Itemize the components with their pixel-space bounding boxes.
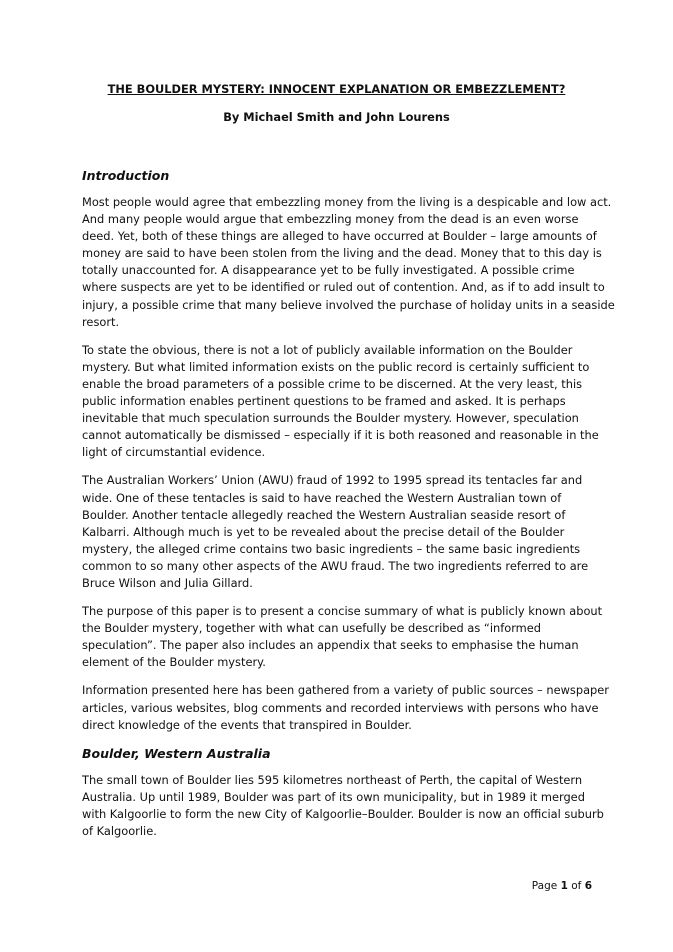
text-line: The Australian Workers’ Union (AWU) fraud of 1992 to 1995 spread its tentacles far and [82,473,583,488]
of-label: of [571,880,582,892]
text-line: The purpose of this paper is to present a concise summary of what is publicly known about [82,604,603,619]
text-line: wide. One of these tentacles is said to have reached the Western Australian town of [82,490,562,505]
paragraph [82,472,590,592]
text-line: The small town of Boulder lies 595 kilometres northeast of Perth, the capital of Western [82,772,583,787]
text-line: Boulder. Another tentacle allegedly reached the Western Australian seaside resort of [82,507,566,522]
text-line: money are said to have been stolen from the living and the dead. Money that to this day is [82,246,602,261]
page-current: 1 [560,880,568,892]
paragraph [82,194,615,331]
section-heading: Introduction [82,168,170,183]
text-line: direct knowledge of the events that transpired in Boulder. [82,717,412,732]
text-line: where suspects are yet to be identified or ruled out of contention. And, as if to add insult to [82,280,605,295]
text-line: element of the Boulder mystery. [82,655,266,670]
text-line: resort. [82,314,120,329]
paragraph [82,603,603,671]
page-total: 6 [584,880,592,892]
section-heading: Boulder, Western Australia [82,745,271,761]
text-line: common to so many other aspects of the AWU fraud. The two ingredients referred to are [82,558,589,573]
paragraph [82,772,604,840]
text-line: of Kalgoorlie. [82,824,157,838]
section-introduction [82,167,615,734]
text-line: injury, a possible crime that many believe involved the purchase of holiday units in a seaside [82,297,615,312]
text-line: Bruce Wilson and Julia Gillard. [82,575,253,590]
text-line: the Boulder mystery, together with what can usefully be described as “informed [82,621,542,636]
paragraph [82,342,599,462]
text-line: cannot automatically be dismissed – especially if it is both reasoned and reasonable in the [82,428,599,443]
section-boulder-western-australia [82,745,604,840]
text-line: Australia. Up until 1989, Boulder was part of its own municipality, but in 1989 it merged [82,789,585,804]
document-body [82,167,615,851]
text-line: inevitable that much speculation surrounds the Boulder mystery. However, speculation [82,411,579,426]
text-line: speculation”. The paper also includes an appendix that seeks to emphasise the human [82,638,579,653]
text-line: Most people would agree that embezzling money from the living is a despicable and low act. [82,195,612,209]
page-label: Page [531,880,558,892]
text-line: light of circumstantial evidence. [82,445,266,460]
document-title: THE BOULDER MYSTERY: INNOCENT EXPLANATION OR EMBEZZLEMENT? [107,82,566,96]
text-line: public information enables pertinent questions to be framed and asked. It is perhaps [82,394,566,409]
text-line: mystery, the alleged crime contains two basic ingredients – the same basic ingredients [82,541,581,556]
text-line: totally unaccounted for. A disappearance yet to be fully investigated. A possible crime [82,263,575,278]
text-line: mystery. But what limited information exists on the public record is certainly sufficient to [82,359,590,374]
text-line: Information presented here has been gathered from a variety of public sources – newspaper [82,683,609,698]
text-line: Kalbarri. Although much is yet to be revealed about the precise detail of the Boulder [82,524,565,539]
text-line: deed. Yet, both of these things are alleged to have occurred at Boulder – large amounts of [82,229,597,244]
document-byline: By Michael Smith and John Lourens [223,110,450,124]
paragraph [82,682,609,733]
text-line: enable the broad parameters of a possible crime to be discerned. At the very least, this [82,376,583,391]
text-line: And many people would argue that embezzling money from the dead is an even worse [82,212,579,227]
text-line: To state the obvious, there is not a lot of publicly available information on the Boulder [82,342,573,357]
text-line: with Kalgoorlie to form the new City of Kalgoorlie–Boulder. Boulder is now an official suburb [82,806,604,821]
page-number [532,880,592,892]
text-line: articles, various websites, blog comments and recorded interviews with persons who have [82,700,599,715]
